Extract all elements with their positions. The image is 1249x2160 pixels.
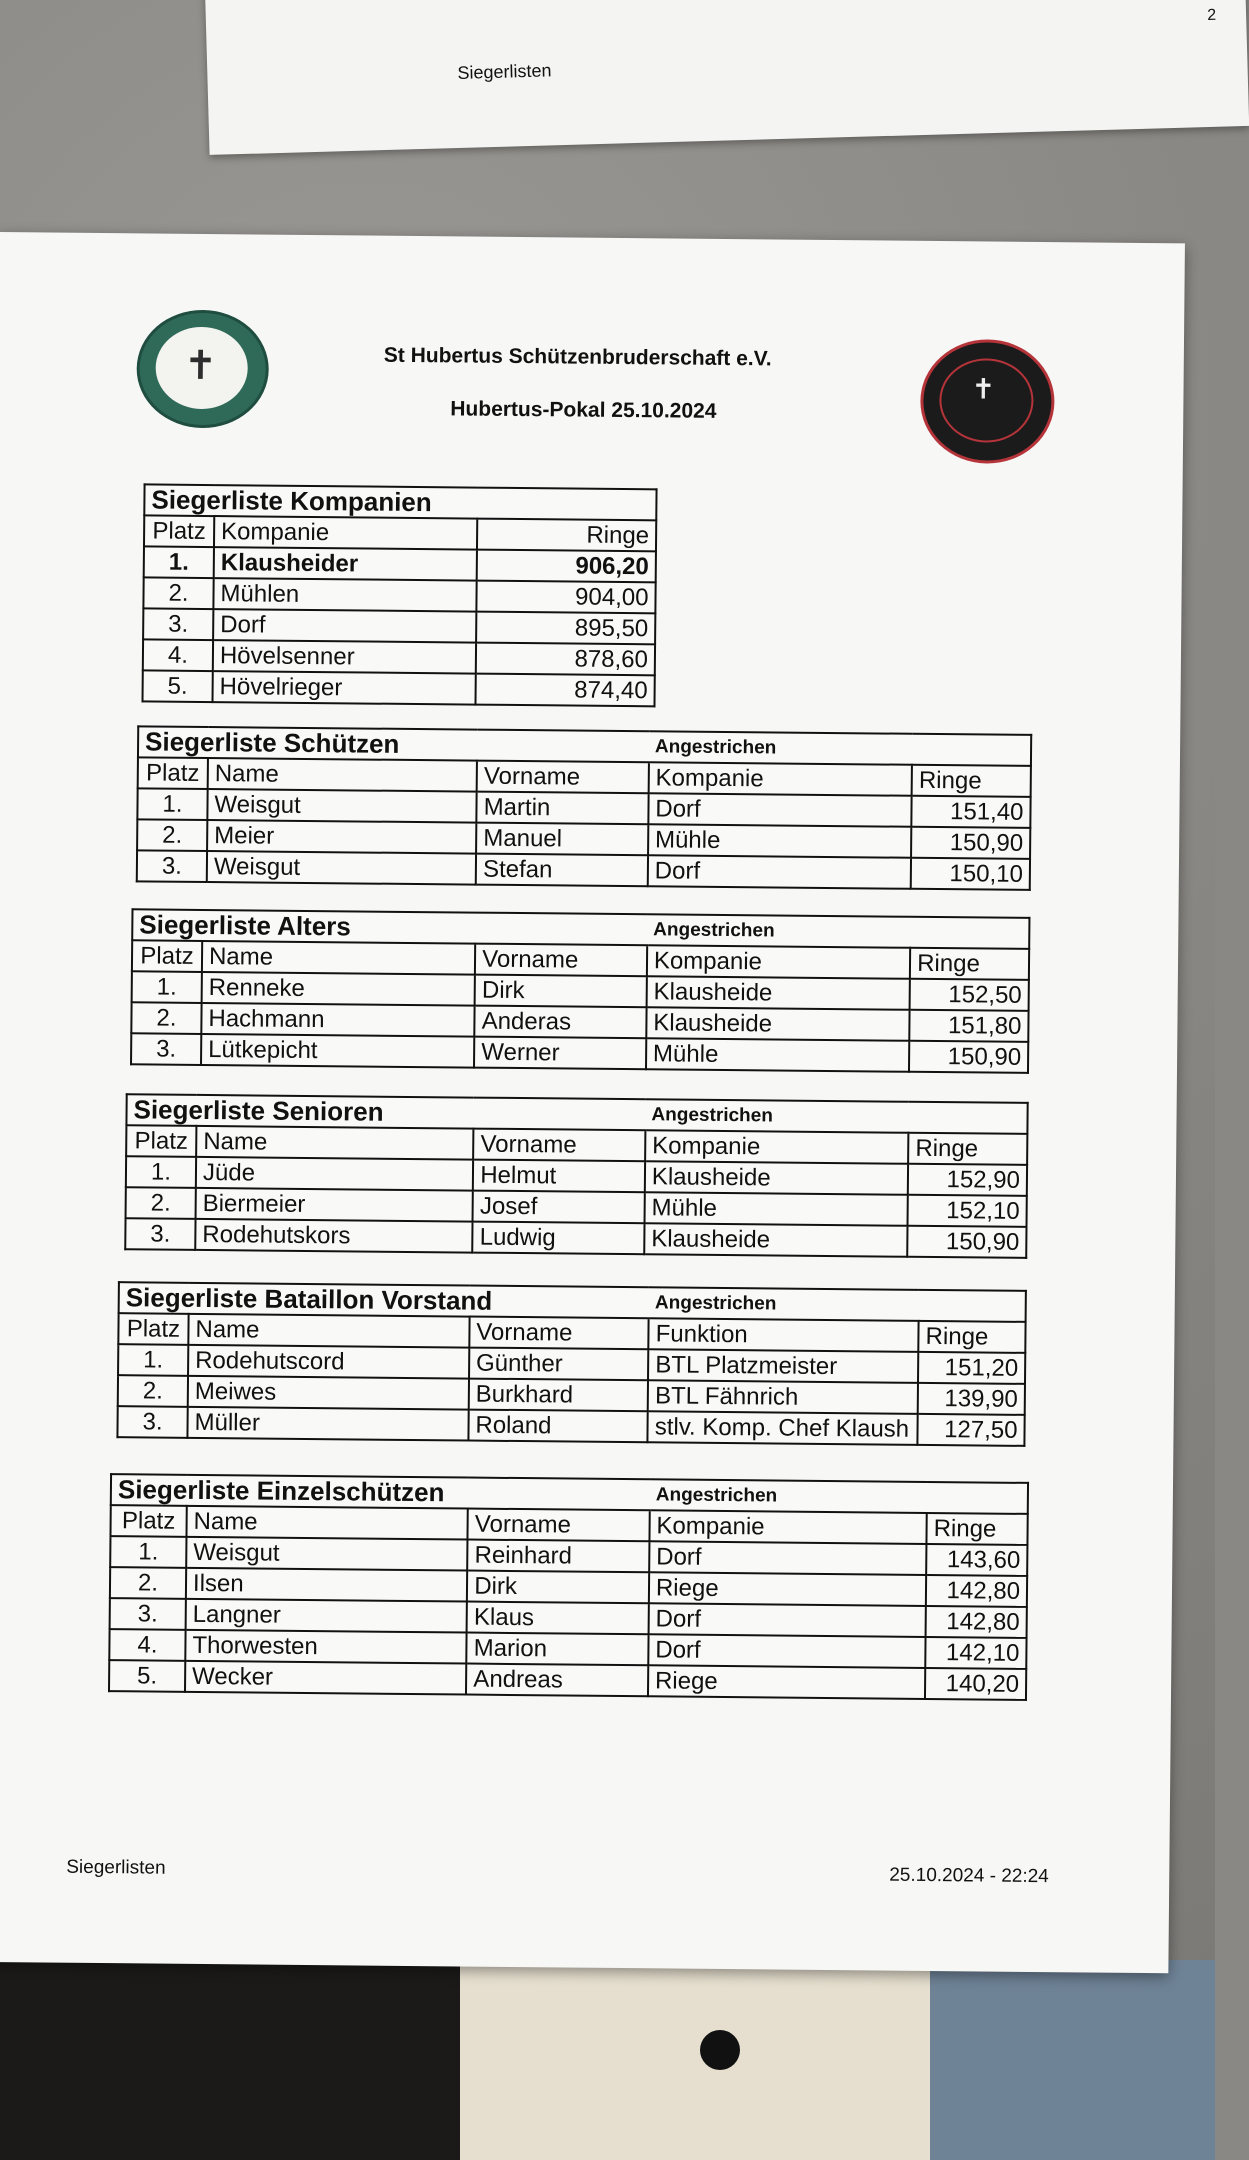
table-row [143,577,655,613]
column-header: Platz [110,1505,186,1537]
cell-kompanie: Hövelsenner [213,640,476,674]
column-header: Ringe [926,1513,1027,1545]
cell-kompanie: Dorf [648,855,912,889]
cell-kompanie: Dorf [648,1603,925,1637]
cell-name: Renneke [202,972,476,1006]
cell-name: Weisgut [207,789,476,823]
cell-ringe: 878,60 [476,643,655,676]
cell-kompanie: Mühle [644,1192,908,1226]
cell-ringe: 151,40 [911,796,1030,828]
cell-ringe: 143,60 [926,1544,1027,1576]
cell-ringe: 127,50 [918,1414,1025,1446]
cell-platz: 4. [109,1629,185,1661]
cell-platz: 5. [109,1660,185,1692]
cell-platz: 1. [126,1156,196,1188]
cell-name: Meier [207,820,476,854]
cell-vorname: Andreas [466,1664,648,1697]
cell-vorname: Günther [469,1348,649,1381]
column-header: Kompanie [214,516,477,550]
cell-platz: 2. [126,1187,196,1219]
cell-name: Weisgut [207,851,476,885]
column-header: Vorname [477,761,649,794]
cell-ringe: 140,20 [925,1668,1026,1700]
cell-ringe: 150,90 [907,1226,1026,1258]
table-title: Siegerliste Alters [132,909,647,945]
table-row [143,608,655,644]
column-header: Ringe [918,1321,1025,1353]
cell-name: Rodehutskors [195,1219,473,1253]
column-header: Kompanie [647,945,911,979]
column-header: Name [186,1506,468,1540]
cell-platz: 3. [117,1406,187,1438]
angestrichen-label: Angestrichen [649,731,1031,766]
cell-platz: 2. [143,577,213,609]
cell-kompanie: Klausheide [646,1007,910,1041]
cell-kompanie: Klausheide [644,1223,908,1257]
cell-ringe: 150,10 [911,858,1030,890]
cell-kompanie: Klausheide [645,1161,909,1195]
cell-vorname: Helmut [473,1160,645,1193]
cell-ringe: 151,20 [918,1352,1025,1384]
column-header: Name [208,758,477,792]
cell-vorname: Werner [474,1037,646,1070]
column-header: Kompanie [648,762,912,796]
top-sheet-corner: 2 [1206,6,1217,25]
table-senioren [124,1093,1028,1259]
cell-name: Weisgut [186,1537,468,1571]
column-header: Name [196,1126,474,1160]
cell-platz: 4. [143,639,213,671]
footer-timestamp: 25.10.2024 - 22:24 [889,1864,1049,1888]
cell-ringe: 150,90 [911,827,1030,859]
cell-platz: 3. [131,1033,201,1065]
cell-vorname: Marion [467,1633,649,1666]
shooting-club-logo: ✝ [920,339,1055,464]
angestrichen-label: Angestrichen [647,914,1029,949]
table-title: Siegerliste Senioren [126,1094,645,1130]
cell-ringe: 906,20 [477,550,656,583]
cell-name: Lütkepicht [201,1034,475,1068]
column-header: Platz [144,515,214,547]
column-header: Kompanie [645,1130,909,1164]
footer-label: Siegerlisten [66,1856,166,1879]
cell-ringe: 152,50 [910,979,1029,1011]
document-title: St Hubertus Schützenbruderschaft e.V. [383,343,772,371]
cell-name: Wecker [185,1661,467,1695]
table-title: Siegerliste Kompanien [144,484,656,520]
cell-kompanie: Hövelrieger [212,671,475,705]
column-header: Platz [138,757,208,789]
cell-kompanie: Mühle [646,1038,910,1072]
column-header: Ringe [477,519,656,552]
cell-platz: 3. [143,608,213,640]
cell-vorname: Martin [476,792,648,825]
table-vorstand [116,1281,1026,1447]
cell-platz: 2. [137,819,207,851]
cell-kompanie: Mühle [648,824,912,858]
column-header: Ringe [908,1133,1027,1165]
cell-kompanie: Dorf [213,609,476,643]
column-header: Platz [118,1313,188,1345]
cell-name: Thorwesten [185,1630,467,1664]
cell-platz: 2. [131,1002,201,1034]
fabric-background [0,1960,1215,2160]
table-row [143,670,655,706]
document-page [0,232,1185,1973]
cell-name: Biermeier [196,1188,474,1222]
cell-kompanie: Klausheide [646,976,910,1010]
cell-ringe: 151,80 [909,1010,1028,1042]
cell-vorname: Dirk [475,975,647,1008]
column-header: Vorname [469,1317,649,1350]
table-schuetzen [136,725,1032,891]
cell-vorname: Klaus [467,1602,649,1635]
event-title: Hubertus-Pokal 25.10.2024 [450,397,717,423]
cell-ringe: 152,10 [908,1195,1027,1227]
cell-kompanie: Dorf [648,1634,925,1668]
cell-kompanie: Mühlen [213,578,476,612]
table-kompanien [141,483,657,707]
cell-platz: 5. [143,670,213,702]
cell-kompanie: Klausheider [214,547,477,581]
cell-vorname: Reinhard [467,1540,649,1573]
table-row [143,639,655,675]
cell-funktion: BTL Fähnrich [648,1380,918,1414]
cell-name: Müller [187,1407,468,1441]
angestrichen-label: Angestrichen [645,1099,1027,1134]
cell-name: Langner [186,1599,468,1633]
column-header: Kompanie [649,1510,926,1544]
cell-platz: 1. [132,971,202,1003]
table-einzelschuetzen [108,1473,1029,1701]
cell-platz: 3. [125,1218,195,1250]
cell-vorname: Dirk [467,1571,649,1604]
cell-platz: 2. [110,1567,186,1599]
cell-funktion: stlv. Komp. Chef Klaush [648,1411,918,1445]
cell-ringe: 142,80 [926,1575,1027,1607]
cell-kompanie: Riege [648,1665,925,1699]
cell-ringe: 152,90 [908,1164,1027,1196]
cell-platz: 1. [144,546,214,578]
cell-ringe: 895,50 [476,612,655,645]
cell-name: Rodehutscord [188,1345,469,1379]
cell-name: Ilsen [186,1568,468,1602]
table-title: Siegerliste Schützen [138,726,649,762]
column-header: Funktion [649,1318,919,1352]
column-header: Name [188,1314,469,1348]
cell-ringe: 150,90 [909,1041,1028,1073]
cell-vorname: Josef [473,1191,645,1224]
cell-ringe: 874,40 [475,674,654,707]
cell-platz: 3. [110,1598,186,1630]
cell-vorname: Anderas [475,1006,647,1039]
cell-vorname: Burkhard [469,1379,649,1412]
cell-platz: 1. [137,788,207,820]
cell-ringe: 142,10 [925,1637,1026,1669]
table-row [144,546,656,582]
cell-name: Hachmann [201,1003,475,1037]
column-header: Vorname [473,1129,645,1162]
table-title: Siegerliste Bataillon Vorstand [119,1282,649,1318]
table-title: Siegerliste Einzelschützen [111,1474,650,1510]
column-header: Ringe [912,765,1031,797]
cell-kompanie: Dorf [649,1541,926,1575]
cell-kompanie: Riege [649,1572,926,1606]
cell-ringe: 142,80 [926,1606,1027,1638]
top-sheet-label: Siegerlisten [457,60,552,83]
column-header: Vorname [468,1509,650,1542]
cell-name: Jüde [196,1157,474,1191]
angestrichen-label: Angestrichen [649,1287,1026,1322]
brotherhood-logo: ✝ [136,309,269,428]
cell-kompanie: Dorf [648,793,912,827]
cell-ringe: 904,00 [476,581,655,614]
cell-platz: 3. [137,850,207,882]
cell-name: Meiwes [188,1376,469,1410]
column-header: Vorname [475,944,647,977]
column-header: Platz [132,940,202,972]
cell-platz: 1. [118,1344,188,1376]
column-header: Ringe [910,948,1029,980]
cell-platz: 1. [110,1536,186,1568]
table-alters [130,908,1030,1074]
cell-ringe: 139,90 [918,1383,1025,1415]
cell-vorname: Ludwig [473,1222,645,1255]
column-header: Platz [126,1125,196,1157]
cell-vorname: Manuel [476,823,648,856]
cell-vorname: Stefan [476,854,648,887]
cell-platz: 2. [118,1375,188,1407]
cell-funktion: BTL Platzmeister [648,1349,918,1383]
cell-vorname: Roland [468,1410,648,1443]
column-header: Name [202,941,476,975]
angestrichen-label: Angestrichen [650,1479,1028,1514]
